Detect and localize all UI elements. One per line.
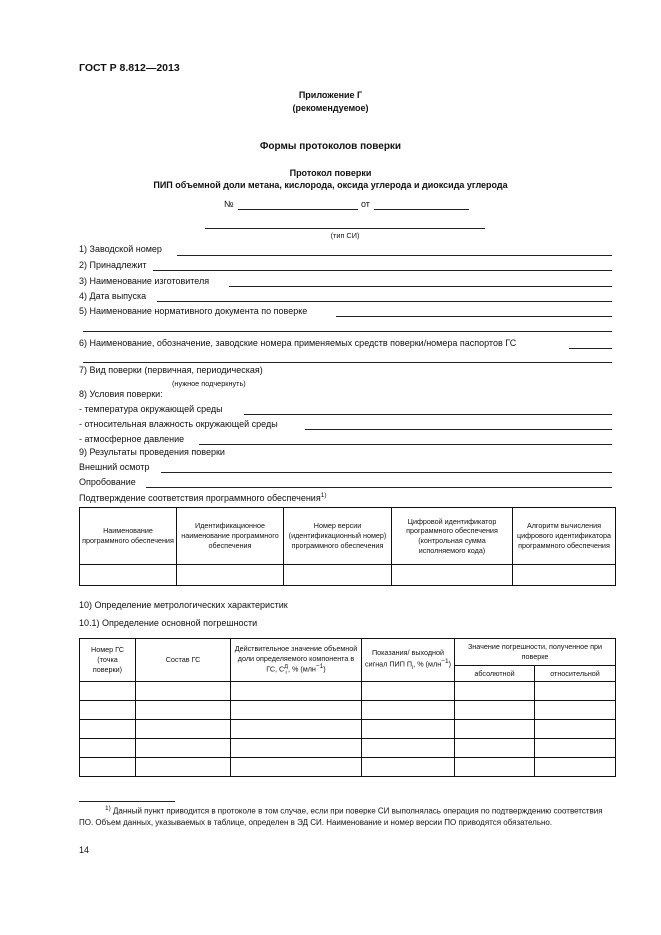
manufacturer-label: 3) Наименование изготовителя	[79, 276, 210, 286]
software-col-name: Наименование программного обеспечения	[80, 508, 177, 565]
footnote-rule	[79, 801, 175, 802]
error-cell[interactable]	[455, 701, 535, 720]
error-cell[interactable]	[455, 682, 535, 701]
testing-label: Опробование	[79, 477, 136, 487]
error-col-composition: Состав ГС	[136, 639, 231, 682]
number-label: №	[224, 199, 234, 209]
standards-label: 6) Наименование, обозначение, заводские номера применяемых средств поверки/номера паспортов ГС	[79, 338, 517, 348]
error-cell[interactable]	[136, 720, 231, 739]
actual-text: Действительное значение объемной доли определяемого компонента в ГС, C	[234, 643, 358, 674]
owner-label: 2) Принадлежит	[79, 260, 147, 270]
appendix-title: Приложение Г	[298, 90, 363, 100]
software-col-algorithm: Алгоритм вычисления цифрового идентификатора программного обеспечения	[513, 508, 616, 565]
error-cell[interactable]	[231, 682, 362, 701]
software-cell[interactable]	[513, 565, 616, 586]
error-cell[interactable]	[136, 682, 231, 701]
conditions-label: 8) Условия поверки:	[79, 389, 163, 399]
error-cell[interactable]	[136, 701, 231, 720]
si-type-field[interactable]	[205, 228, 485, 229]
humidity-label: - относительная влажность окружающей среды	[79, 419, 278, 429]
release-date-label: 4) Дата выпуска	[79, 291, 147, 301]
actual-sup: Д	[284, 664, 288, 671]
verification-type-label: 7) Вид поверки (первичная, периодическая)	[79, 365, 263, 375]
error-col-abs: абсолютной	[455, 666, 535, 682]
number-field[interactable]	[238, 209, 358, 210]
software-table-header	[80, 508, 616, 565]
error-cell[interactable]	[535, 682, 616, 701]
actual-exp: −1	[315, 663, 324, 671]
underline-hint: (нужное подчеркнуть)	[172, 379, 246, 388]
software-confirm-label	[79, 492, 326, 503]
error-cell[interactable]	[231, 701, 362, 720]
pressure-label: - атмосферное давление	[79, 434, 185, 444]
inspection-field[interactable]	[161, 472, 612, 473]
appendix-subtitle: (рекомендуемое)	[292, 103, 369, 113]
error-cell[interactable]	[535, 701, 616, 720]
metrology-subtitle: 10.1) Определение основной погрешности	[79, 618, 258, 628]
error-table-row	[80, 682, 616, 701]
error-table-row	[80, 758, 616, 777]
error-col-reading	[362, 639, 455, 682]
error-col-number: Номер ГС (точка поверки)	[80, 639, 136, 682]
error-cell[interactable]	[80, 682, 136, 701]
serial-field[interactable]	[177, 255, 612, 256]
error-table-row	[80, 701, 616, 720]
footnote	[79, 804, 615, 829]
manufacturer-field[interactable]	[229, 286, 612, 287]
error-cell[interactable]	[362, 701, 455, 720]
date-label: от	[361, 199, 370, 209]
reading-close: )	[448, 659, 451, 669]
error-cell[interactable]	[535, 739, 616, 758]
results-label: 9) Результаты проведения поверки	[79, 447, 225, 457]
error-cell[interactable]	[80, 739, 136, 758]
protocol-title: Протокол поверки	[289, 168, 372, 178]
software-col-version: Номер версии (идентификационный номер) программного обеспечения	[284, 508, 392, 565]
error-cell[interactable]	[80, 758, 136, 777]
protocol-subtitle: ПИП объемной доли метана, кислорода, оксида углерода и диоксида углерода	[153, 180, 508, 190]
error-table-row	[80, 720, 616, 739]
reading-text: Показания/ выходной сигнал ПИП П	[364, 648, 445, 669]
error-cell[interactable]	[136, 739, 231, 758]
software-cell[interactable]	[284, 565, 392, 586]
error-cell[interactable]	[231, 720, 362, 739]
footnote-text: Данный пункт приводится в протоколе в том случае, если при поверке СИ выполнялась операция по подтверждению соответствия ПО. Объем данных, указываемых в таблице, определен в ЭД СИ. Наименование и номер версии ПО приводятся обязательно.	[79, 806, 603, 828]
software-col-digital-id: Цифровой идентификатор программного обеспечения (контрольная сумма исполняемого кода)	[392, 508, 513, 565]
error-cell[interactable]	[362, 758, 455, 777]
actual-close: )	[323, 664, 326, 674]
error-cell[interactable]	[80, 701, 136, 720]
error-cell[interactable]	[136, 758, 231, 777]
si-type-hint: (тип СИ)	[330, 231, 360, 240]
software-table	[79, 507, 616, 586]
error-table-header	[80, 639, 616, 666]
error-cell[interactable]	[455, 758, 535, 777]
metrology-title: 10) Определение метрологических характеристик	[79, 600, 288, 610]
error-cell[interactable]	[535, 720, 616, 739]
software-cell[interactable]	[392, 565, 513, 586]
temperature-field[interactable]	[244, 414, 612, 415]
error-cell[interactable]	[362, 682, 455, 701]
normative-doc-field-2[interactable]	[83, 331, 612, 332]
error-cell[interactable]	[455, 720, 535, 739]
serial-label: 1) Заводской номер	[79, 244, 162, 254]
doc-code: ГОСТ Р 8.812—2013	[79, 62, 180, 74]
error-col-rel: относительной	[535, 666, 616, 682]
software-cell[interactable]	[177, 565, 284, 586]
software-confirm-text: Подтверждение соответствия программного обеспечения	[79, 493, 321, 503]
reading-sub: i	[412, 664, 414, 671]
page-number: 14	[79, 845, 90, 855]
error-col-error: Значение погрешности, полученное при поверке	[455, 639, 616, 666]
software-cell[interactable]	[80, 565, 177, 586]
error-cell[interactable]	[535, 758, 616, 777]
error-table-row	[80, 739, 616, 758]
pressure-field[interactable]	[199, 444, 612, 445]
normative-doc-field[interactable]	[336, 316, 612, 317]
software-col-id-name: Идентификационное наименование программного обеспечения	[177, 508, 284, 565]
software-footnote-mark: 1)	[320, 492, 327, 499]
reading-unit: , % (млн	[413, 659, 442, 669]
software-table-row	[80, 565, 616, 586]
footnote-mark: 1)	[105, 805, 111, 812]
inspection-label: Внешний осмотр	[79, 462, 150, 472]
error-cell[interactable]	[362, 720, 455, 739]
error-cell[interactable]	[362, 739, 455, 758]
temperature-label: - температура окружающей среды	[79, 404, 223, 414]
actual-unit: , % (млн	[287, 664, 316, 674]
error-col-actual	[231, 639, 362, 682]
reading-exp: −1	[441, 657, 449, 665]
owner-field[interactable]	[153, 270, 612, 271]
humidity-field[interactable]	[305, 429, 612, 430]
date-field[interactable]	[374, 209, 469, 210]
error-table	[79, 638, 616, 777]
release-date-field[interactable]	[157, 301, 612, 302]
error-cell[interactable]	[455, 739, 535, 758]
error-cell[interactable]	[80, 720, 136, 739]
error-cell[interactable]	[231, 739, 362, 758]
standards-field[interactable]	[569, 348, 612, 349]
standards-field-2[interactable]	[83, 362, 612, 363]
testing-field[interactable]	[146, 487, 612, 488]
section-title: Формы протоколов поверки	[259, 141, 402, 152]
normative-doc-label: 5) Наименование нормативного документа по поверке	[79, 306, 308, 316]
actual-sub: i	[285, 669, 287, 676]
error-cell[interactable]	[231, 758, 362, 777]
error-table-body	[80, 682, 616, 777]
